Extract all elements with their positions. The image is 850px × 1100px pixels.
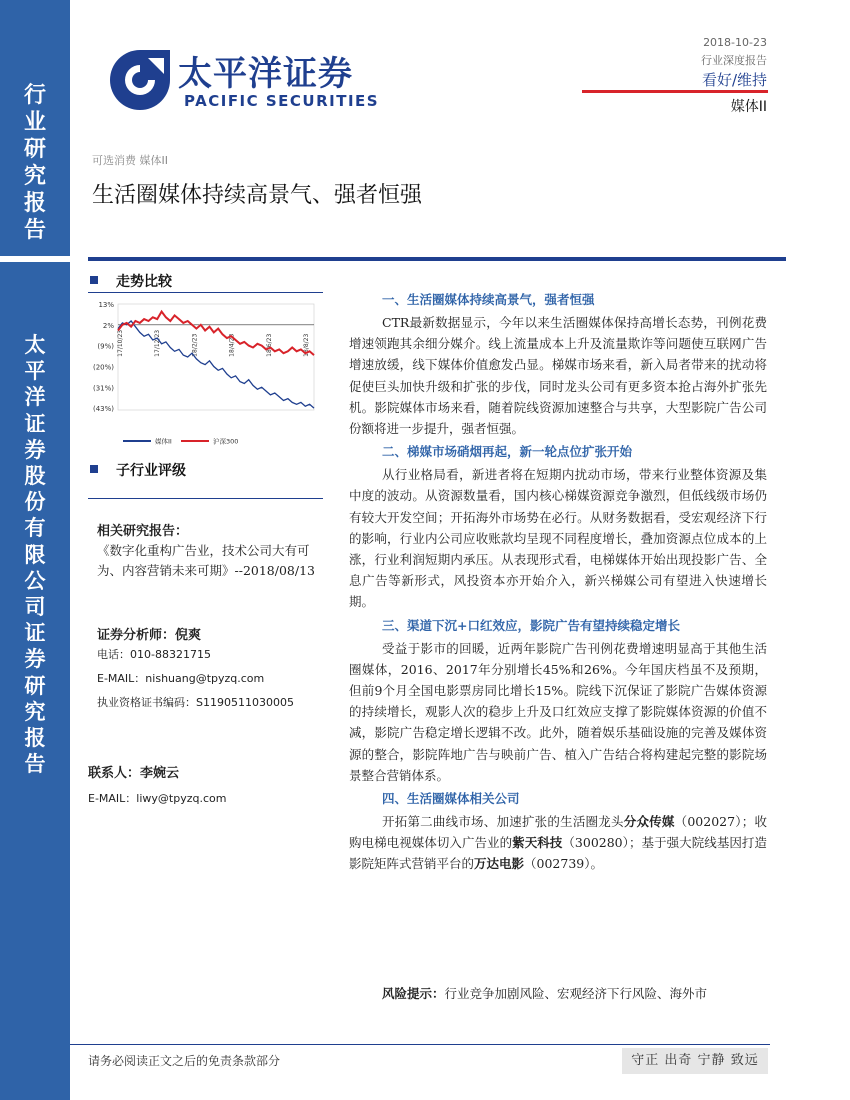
section-2-title: 二、梯媒市场硝烟再起，新一轮点位扩张开始 [382,444,633,460]
sidebar-char: 份 [24,489,46,515]
sidebar-bottom-band [0,262,70,1100]
sidebar-char: 告 [23,217,46,243]
y-tick-label: 2% [102,321,114,330]
square-bullet-icon [90,465,98,473]
sidebar-char: 限 [24,541,46,567]
sidebar-top-band [0,0,70,256]
company-focus-media: 分众传媒 [623,814,675,830]
contact-email[interactable]: E-MAIL：liwy@tpyzq.com [88,792,227,805]
logo-chinese-name: 太平洋证券 [178,54,353,94]
header-divider [88,257,786,261]
x-tick-label: 18/6/23 [265,333,273,357]
sidebar-char: 证 [24,410,46,436]
section-4-body: 开拓第二曲线市场、加速扩张的生活圈龙头分众传媒（002027）；收购电梯电视媒体切入广告业的紫天科技（300280）；基于强大院线基因打造影院矩阵式营销平台的万达电影（002739）。 [349,814,767,872]
related-reports-title: 相关研究报告： [97,524,189,539]
footer-disclaimer-note: 请务必阅读正文之后的免责条款部分 [88,1054,281,1068]
contact-name: 联系人：李婉云 [88,766,180,781]
company-logo [88,18,388,138]
logo-english-name: PACIFIC SECURITIES [184,92,380,110]
x-tick-label: 18/8/23 [303,333,310,357]
sidebar-char: 券 [24,646,46,672]
company-zitian-tech: 紫天科技 [512,835,563,851]
report-type: 行业深度报告 [701,54,767,67]
trend-chart [88,296,323,456]
subsector-rule [88,498,323,499]
x-tick-label: 18/4/23 [228,333,236,357]
logo-mark-icon [88,18,178,138]
trend-rule [88,292,323,293]
section-4-title: 四、生活圈媒体相关公司 [382,791,520,807]
trend-heading: 走势比较 [90,271,172,291]
sidebar-char: 报 [23,190,46,216]
footer-motto: 守正 出奇 宁静 致远 [622,1048,768,1074]
sidebar-char: 券 [24,436,46,462]
square-bullet-icon [90,276,98,284]
section-2-body: 从行业格局看，新进者将在短期内扰动市场，带来行业整体资源及集中度的波动。从资源数量看，国内核心梯媒资源竞争激烈，但低线级市场仍有较大开发空间；开拓海外市场势在必行。从财务数据看，受宏观经济下行的影响，行业内公司应收账款均呈现不同程度增长，叠加资源点位成本的上涨，行业利润短期内承压。从表现形式看，电梯媒体开始出现投影广告、全息广告等新形式，风投资本亦开始介入，新兴梯媒公司有望进入快速增长期。 [349,467,767,610]
report-date: 2018-10-23 [703,36,767,49]
analyst-email[interactable]: E-MAIL：nishuang@tpyzq.com [97,672,265,685]
sidebar-report-label [0,82,70,244]
section-3-body: 受益于影市的回暖，近两年影院广告刊例花费增速明显高于其他生活圈媒体，2016、2017年分别增长45%和26%。今年国庆档虽不及预期，但前9个月全国电影票房同比增长15%。院线下沉保证了影院广告媒体资源的持续增长，观影人次的稳步上升及口红效应支撑了影院媒体资源的价值不减，影院广告稳定增长逻辑不改。此外，随着娱乐基础设施的完善及媒体资源的整合，影院阵地广告与映前广告、植入广告结合将构建起完整的影院场景整合营销体系。 [349,640,767,783]
sidebar-char: 股 [24,463,46,489]
x-tick-label: 18/2/23 [191,333,199,357]
sidebar-char: 公 [24,567,46,593]
sidebar-char: 行 [23,82,46,108]
analyst-phone: 电话：010-88321715 [97,648,211,661]
y-tick-label: (43%) [92,405,114,414]
risk-note [382,984,707,1002]
report-summary [349,290,767,878]
y-tick-label: 13% [98,301,114,309]
risk-label: 风险提示： [382,986,445,1001]
sidebar-char: 司 [24,594,46,620]
sidebar-char: 平 [24,358,46,384]
section-3-title: 三、渠道下沉+口红效应，影院广告有望持续稳定增长 [382,617,680,633]
sidebar-char: 业 [23,109,46,135]
series-line [118,312,314,356]
breadcrumb: 可选消费 媒体II [92,154,168,167]
related-report-link[interactable]: 《数字化重构广告业，技术公司大有可为、内容营销未来可期》--2018/08/13 [97,543,315,578]
footer-rule [70,1044,770,1045]
rating-label: 看好/维持 [701,71,767,89]
risk-body: 行业竞争加剧风险、宏观经济下行风险、海外市 [444,986,708,1001]
series-line [118,321,314,408]
sector-label: 媒体II [730,99,767,115]
sidebar-char: 研 [24,672,46,698]
sidebar-char: 有 [24,515,46,541]
sidebar-char: 太 [24,332,46,357]
subsector-heading: 子行业评级 [90,460,186,480]
sidebar-char: 告 [24,751,46,777]
x-tick-label: 17/10/23 [117,329,124,357]
sidebar-char: 究 [23,163,46,189]
sidebar-company-label [0,332,70,777]
analyst-name: 证券分析师：倪爽 [97,628,202,643]
company-wanda-film: 万达电影 [474,856,525,872]
page-title: 生活圈媒体持续高景气、强者恒强 [92,183,423,208]
y-tick-label: (9%) [97,342,114,351]
y-tick-label: (31%) [92,384,114,393]
sidebar-char: 洋 [24,384,46,410]
sidebar-char: 究 [24,698,46,724]
legend-label: 沪深300 [213,437,239,446]
sidebar-char: 研 [23,136,46,162]
section-1-body: CTR最新数据显示，今年以来生活圈媒体保持高增长态势，刊例花费增速领跑其余细分媒介。线上流量成本上升及流量欺诈等问题使互联网广告增速放缓，线下媒体价值愈发凸显。梯媒市场来看，新入局者带来的扰动将促使巨头加快升级和扩张的步伐，同时龙头公司有更多资本抢占海外扩张先机。影院媒体市场来看，随着院线资源加速整合与共享，大型影院广告公司份额将进一步提升，强者恒强。 [349,315,767,437]
x-tick-label: 17/12/23 [154,329,162,357]
y-tick-label: (20%) [92,363,114,372]
section-1-title: 一、生活圈媒体持续高景气，强者恒强 [382,292,595,307]
legend-label: 媒体II [155,437,172,446]
sidebar-char: 报 [24,725,46,751]
sidebar-char: 证 [24,620,46,646]
header-red-rule [582,90,768,93]
analyst-certificate: 执业资格证书编码：S1190511030005 [97,696,294,709]
